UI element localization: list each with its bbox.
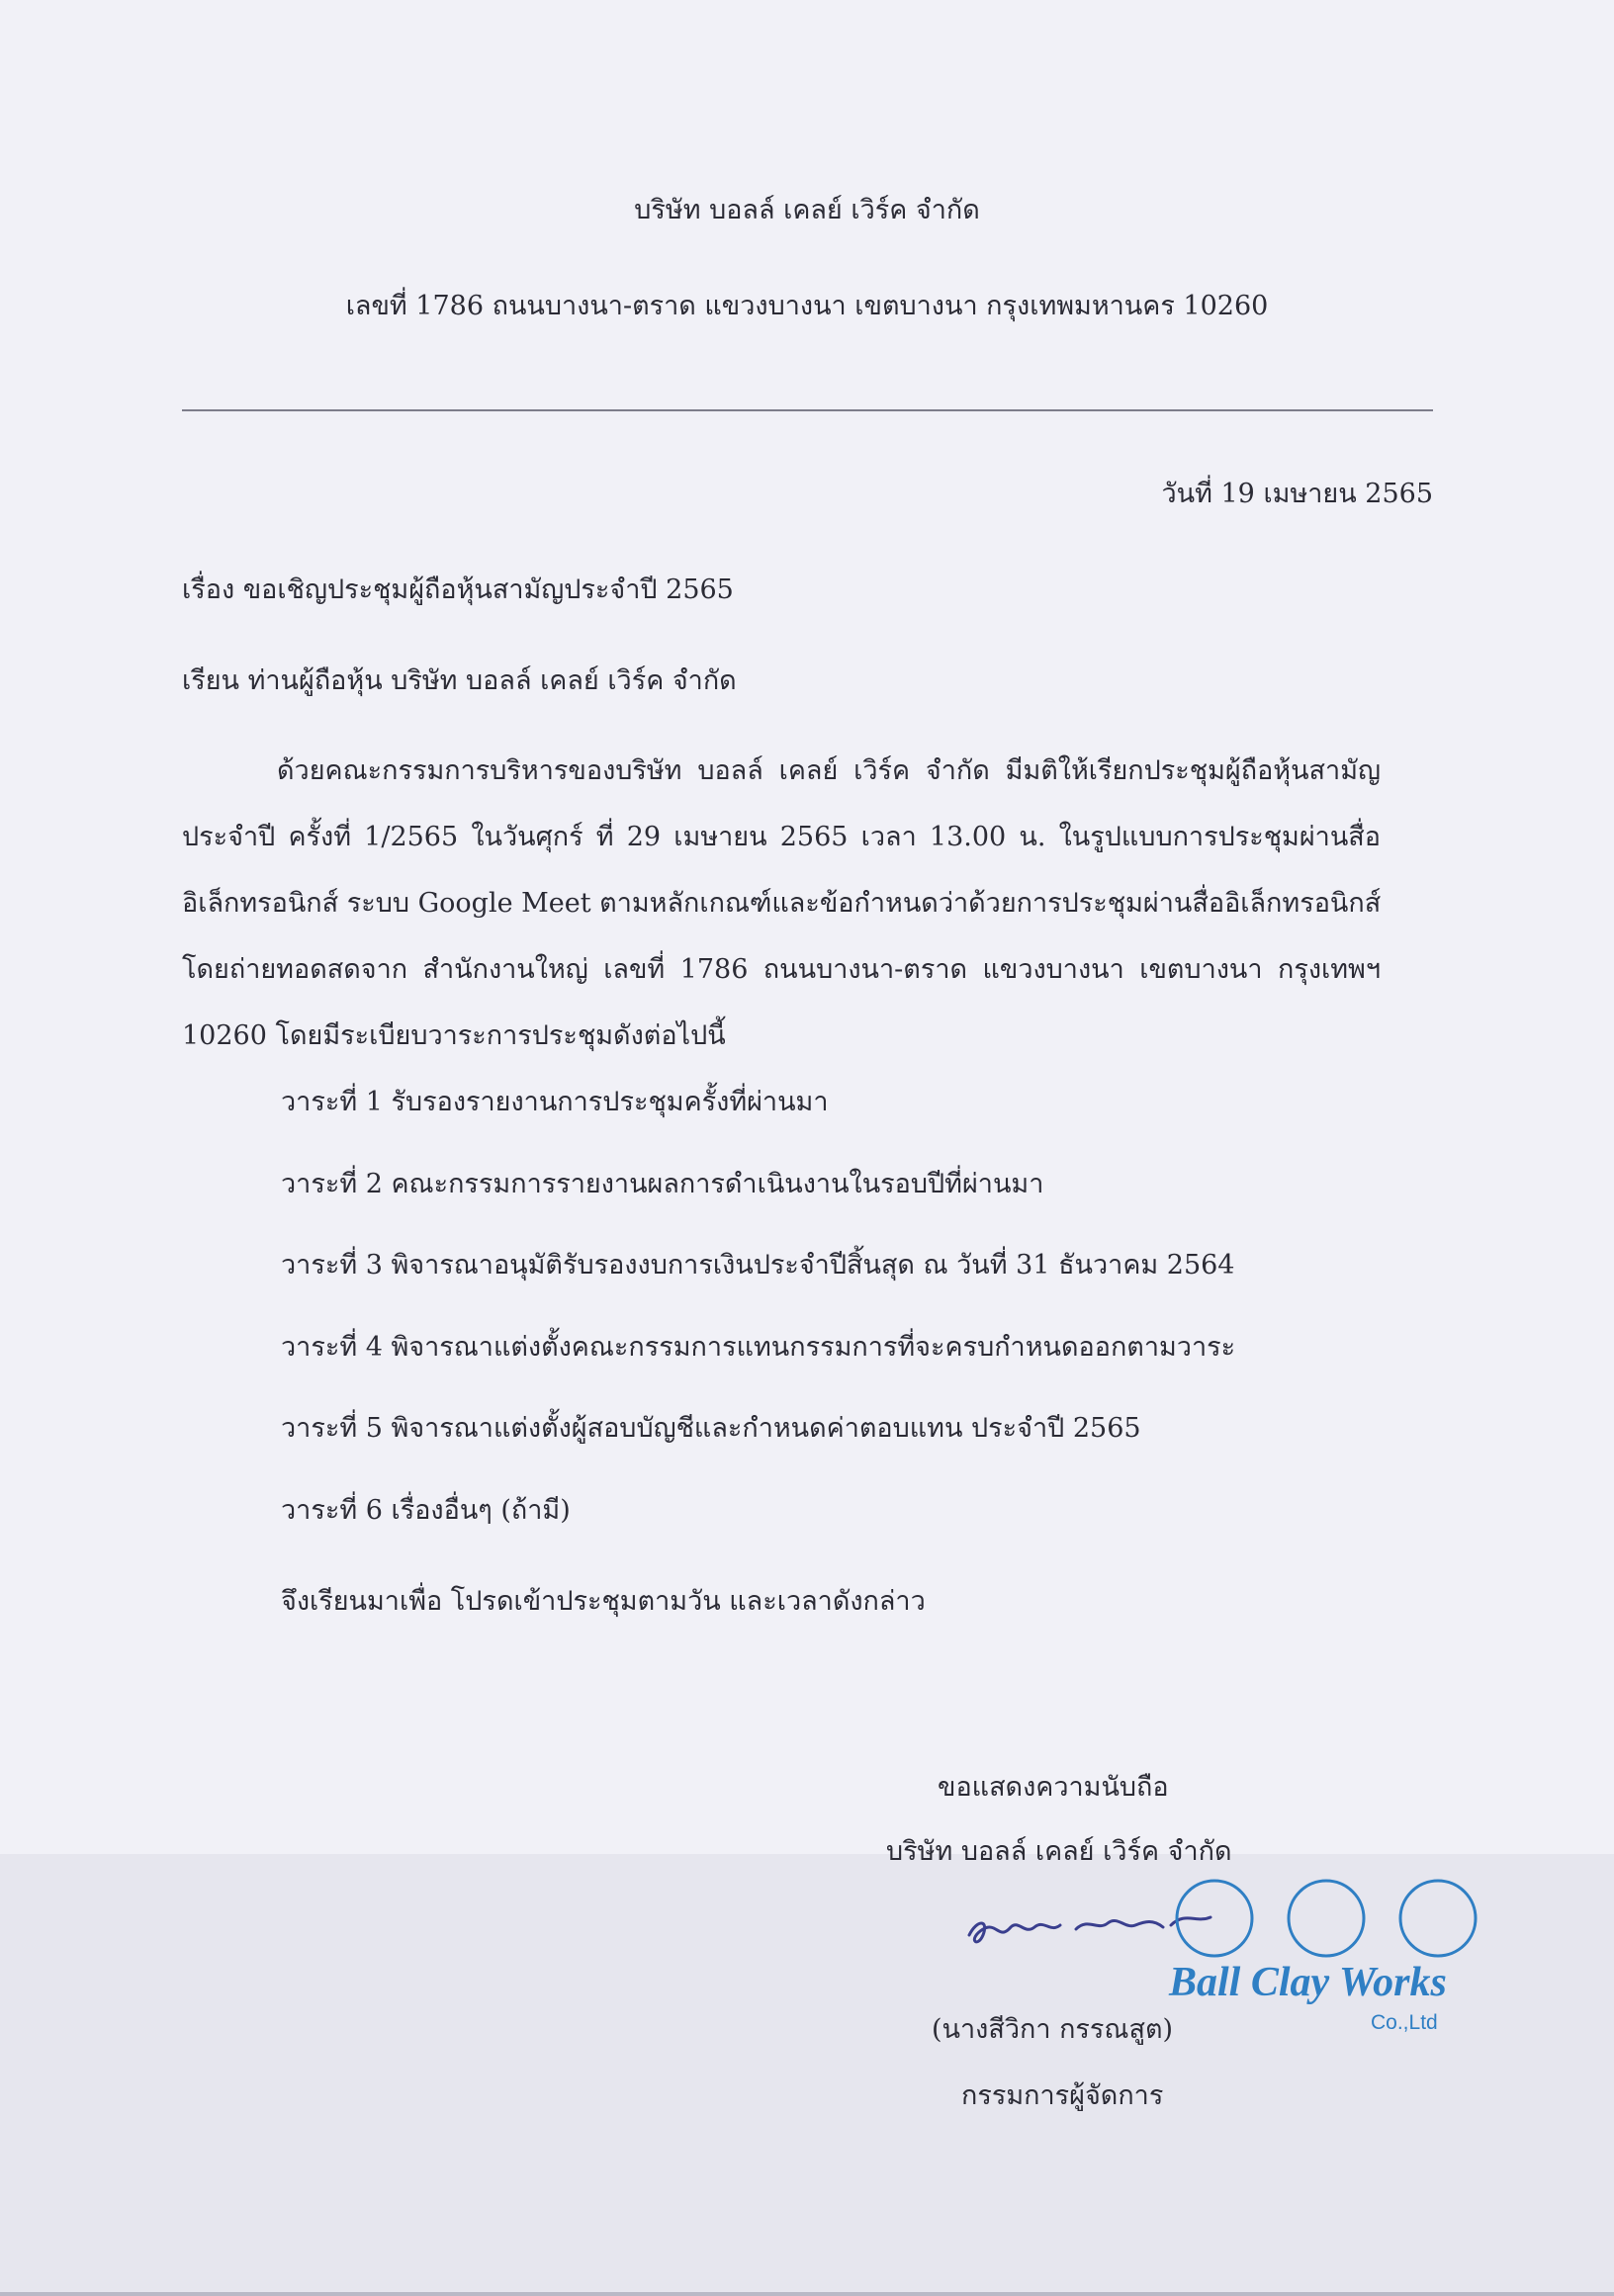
agenda-item: วาระที่ 2 คณะกรรมการรายงานผลการดำเนินงานในรอบปีที่ผ่านมา [281,1169,1044,1199]
body-line: อิเล็กทรอนิกส์ ระบบ Google Meet ตามหลักเกณฑ์และข้อกำหนดว่าด้วยการประชุมผ่านสื่ออิเล็กทรอนิกส์ [182,888,1382,919]
agenda-item: วาระที่ 5 พิจารณาแต่งตั้งผู้สอบบัญชีและกำหนดค่าตอบแทน ประจำปี 2565 [281,1413,1141,1444]
company-address: เลขที่ 1786 ถนนบางนา-ตราด แขวงบางนา เขตบางนา กรุงเทพมหานคร 10260 [345,291,1269,321]
stamp-company-name: Ball Clay Works [1169,1960,1447,2005]
signatory-name: (นางสีวิกา กรรณสูต) [932,2014,1174,2045]
agenda-item: วาระที่ 6 เรื่องอื่นๆ (ถ้ามี) [281,1495,571,1526]
letter-subject: เรื่อง ขอเชิญประชุมผู้ถือหุ้นสามัญประจำปี 2565 [182,574,734,605]
company-stamp [1157,1867,1483,2040]
letter-recipient: เรียน ท่านผู้ถือหุ้น บริษัท บอลล์ เคลย์ เวิร์ค จำกัด [182,665,737,696]
agenda-item: วาระที่ 3 พิจารณาอนุมัติรับรองงบการเงินประจำปีสิ้นสุด ณ วันที่ 31 ธันวาคม 2564 [281,1250,1235,1280]
signatory-company: บริษัท บอลล์ เคลย์ เวิร์ค จำกัด [886,1836,1232,1867]
closing-text: จึงเรียนมาเพื่อ โปรดเข้าประชุมตามวัน และเวลาดังกล่าว [281,1586,926,1617]
body-line: โดยถ่ายทอดสดจาก สำนักงานใหญ่ เลขที่ 1786 ถนนบางนา-ตราด แขวงบางนา เขตบางนา กรุงเทพฯ [182,954,1381,985]
body-line: 10260 โดยมีระเบียบวาระการประชุมดังต่อไปนี้ [182,1020,726,1051]
stamp-company-suffix: Co.,Ltd [1371,2011,1438,2034]
body-line: ประจำปี ครั้งที่ 1/2565 ในวันศุกร์ ที่ 29 เมษายน 2565 เวลา 13.00 น. ในรูปแบบการประชุมผ่านสื่อ [182,822,1381,852]
scan-bottom-edge [0,2292,1614,2296]
signatory-position: กรรมการผู้จัดการ [961,2080,1164,2111]
body-line: ด้วยคณะกรรมการบริหารของบริษัท บอลล์ เคลย์ เวิร์ค จำกัด มีมติให้เรียกประชุมผู้ถือหุ้นสามัญ [277,755,1381,786]
salutation: ขอแสดงความนับถือ [938,1772,1169,1803]
letter-date: วันที่ 19 เมษายน 2565 [1161,479,1433,509]
agenda-item: วาระที่ 4 พิจารณาแต่งตั้งคณะกรรมการแทนกรรมการที่จะครบกำหนดออกตามวาระ [281,1332,1236,1363]
company-name-header: บริษัท บอลล์ เคลย์ เวิร์ค จำกัด [634,195,980,225]
agenda-item: วาระที่ 1 รับรองรายงานการประชุมครั้งที่ผ่านมา [281,1087,829,1117]
header-divider [182,409,1433,411]
